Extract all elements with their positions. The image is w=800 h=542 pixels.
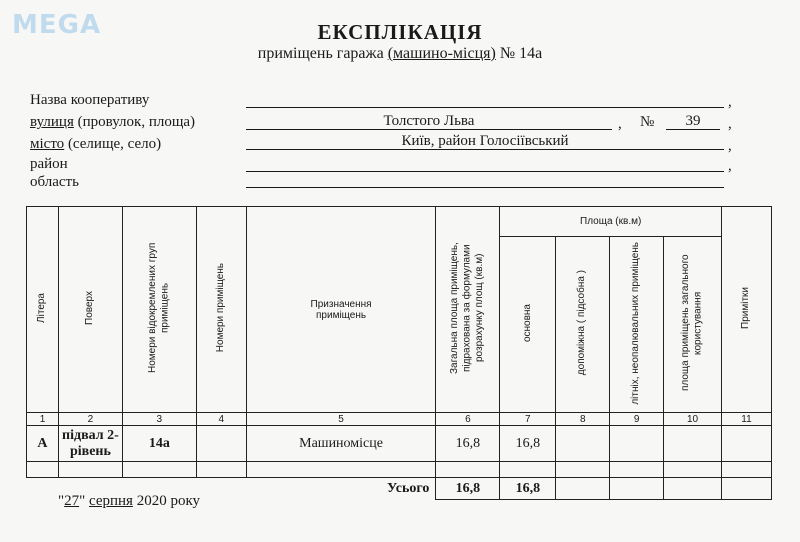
col-num: 8	[556, 413, 610, 426]
number-value: 39	[666, 112, 720, 130]
street-label-underlined: вулиця	[30, 114, 74, 130]
region-label: область	[30, 174, 79, 190]
number-label: №	[640, 114, 655, 130]
header-floor: Поверх	[58, 207, 122, 413]
header-common: площа приміщень загального користування	[664, 237, 722, 413]
district-comma: ,	[728, 158, 732, 174]
cell-common	[664, 426, 722, 462]
cell-purpose: Машиномісце	[246, 426, 436, 462]
date-month: серпня	[89, 493, 133, 509]
cell-litera: А	[27, 426, 59, 462]
header-row-1	[27, 207, 772, 237]
cell-total: 16,8	[436, 426, 500, 462]
header-total-area: Загальна площа приміщень, підрахована за формулами розрахунку площ (кв.м)	[436, 207, 500, 413]
header-main: основна	[500, 237, 556, 413]
header-auxiliary: допоміжна ( підсобна )	[556, 237, 610, 413]
region-value	[246, 170, 724, 188]
cell-notes	[722, 426, 772, 462]
document-subtitle	[0, 45, 800, 63]
cell-main: 16,8	[500, 426, 556, 462]
total-area-value: 16,8	[436, 478, 500, 500]
city-label-rest: (селище, село)	[64, 136, 162, 152]
col-num: 5	[246, 413, 436, 426]
header-area-group: Площа (кв.м)	[500, 207, 722, 237]
district-label: район	[30, 156, 68, 172]
col-num: 2	[58, 413, 122, 426]
coop-value	[246, 90, 724, 108]
city-value: Київ, район Голосіївський	[246, 132, 724, 150]
empty-row	[27, 462, 772, 478]
coop-comma: ,	[728, 94, 732, 110]
subtitle-underlined: (машино-місця)	[387, 45, 496, 62]
cell-group: 14а	[122, 426, 196, 462]
header-room-numbers: Номери приміщень	[196, 207, 246, 413]
column-numbers-row	[27, 413, 772, 426]
header-summer: літніх, неопалювальних приміщень	[610, 237, 664, 413]
col-num: 1	[27, 413, 59, 426]
number-comma: ,	[728, 116, 732, 132]
date-day: 27	[64, 493, 80, 509]
street-label	[30, 114, 195, 131]
total-main-value: 16,8	[500, 478, 556, 500]
col-num: 3	[122, 413, 196, 426]
subtitle-number: 14а	[519, 45, 543, 62]
col-num: 4	[196, 413, 246, 426]
date-year: 2020 року	[132, 493, 201, 509]
cell-floor: підвал 2-рівень	[58, 426, 122, 462]
mega-logo: MEGA	[12, 10, 102, 40]
cell-auxiliary	[556, 426, 610, 462]
subtitle-number-label: №	[495, 45, 520, 62]
col-num: 6	[436, 413, 500, 426]
city-label	[30, 136, 161, 153]
city-comma: ,	[728, 138, 732, 154]
col-num: 11	[722, 413, 772, 426]
document-date: "27" серпня 2020 року	[58, 493, 201, 509]
header-group-numbers: Номери відокремлених груп приміщень	[122, 207, 196, 413]
street-label-rest: (провулок, площа)	[73, 114, 196, 130]
cell-room	[196, 426, 246, 462]
header-purpose: Призначення приміщень	[246, 207, 436, 413]
street-value: Толстого Льва	[246, 112, 612, 130]
document-title: ЕКСПЛІКАЦІЯ	[317, 20, 483, 44]
col-num: 9	[610, 413, 664, 426]
col-num: 7	[500, 413, 556, 426]
explication-table	[26, 206, 772, 500]
header-notes: Примітки	[722, 207, 772, 413]
city-label-underlined: місто	[30, 136, 65, 152]
coop-label: Назва кооперативу	[30, 92, 150, 108]
street-comma: ,	[618, 116, 622, 132]
table-row	[27, 426, 772, 462]
subtitle-prefix: приміщень гаража	[257, 45, 388, 62]
cell-summer	[610, 426, 664, 462]
total-label: Усього	[27, 478, 436, 500]
header-litera: Літера	[27, 207, 59, 413]
col-num: 10	[664, 413, 722, 426]
